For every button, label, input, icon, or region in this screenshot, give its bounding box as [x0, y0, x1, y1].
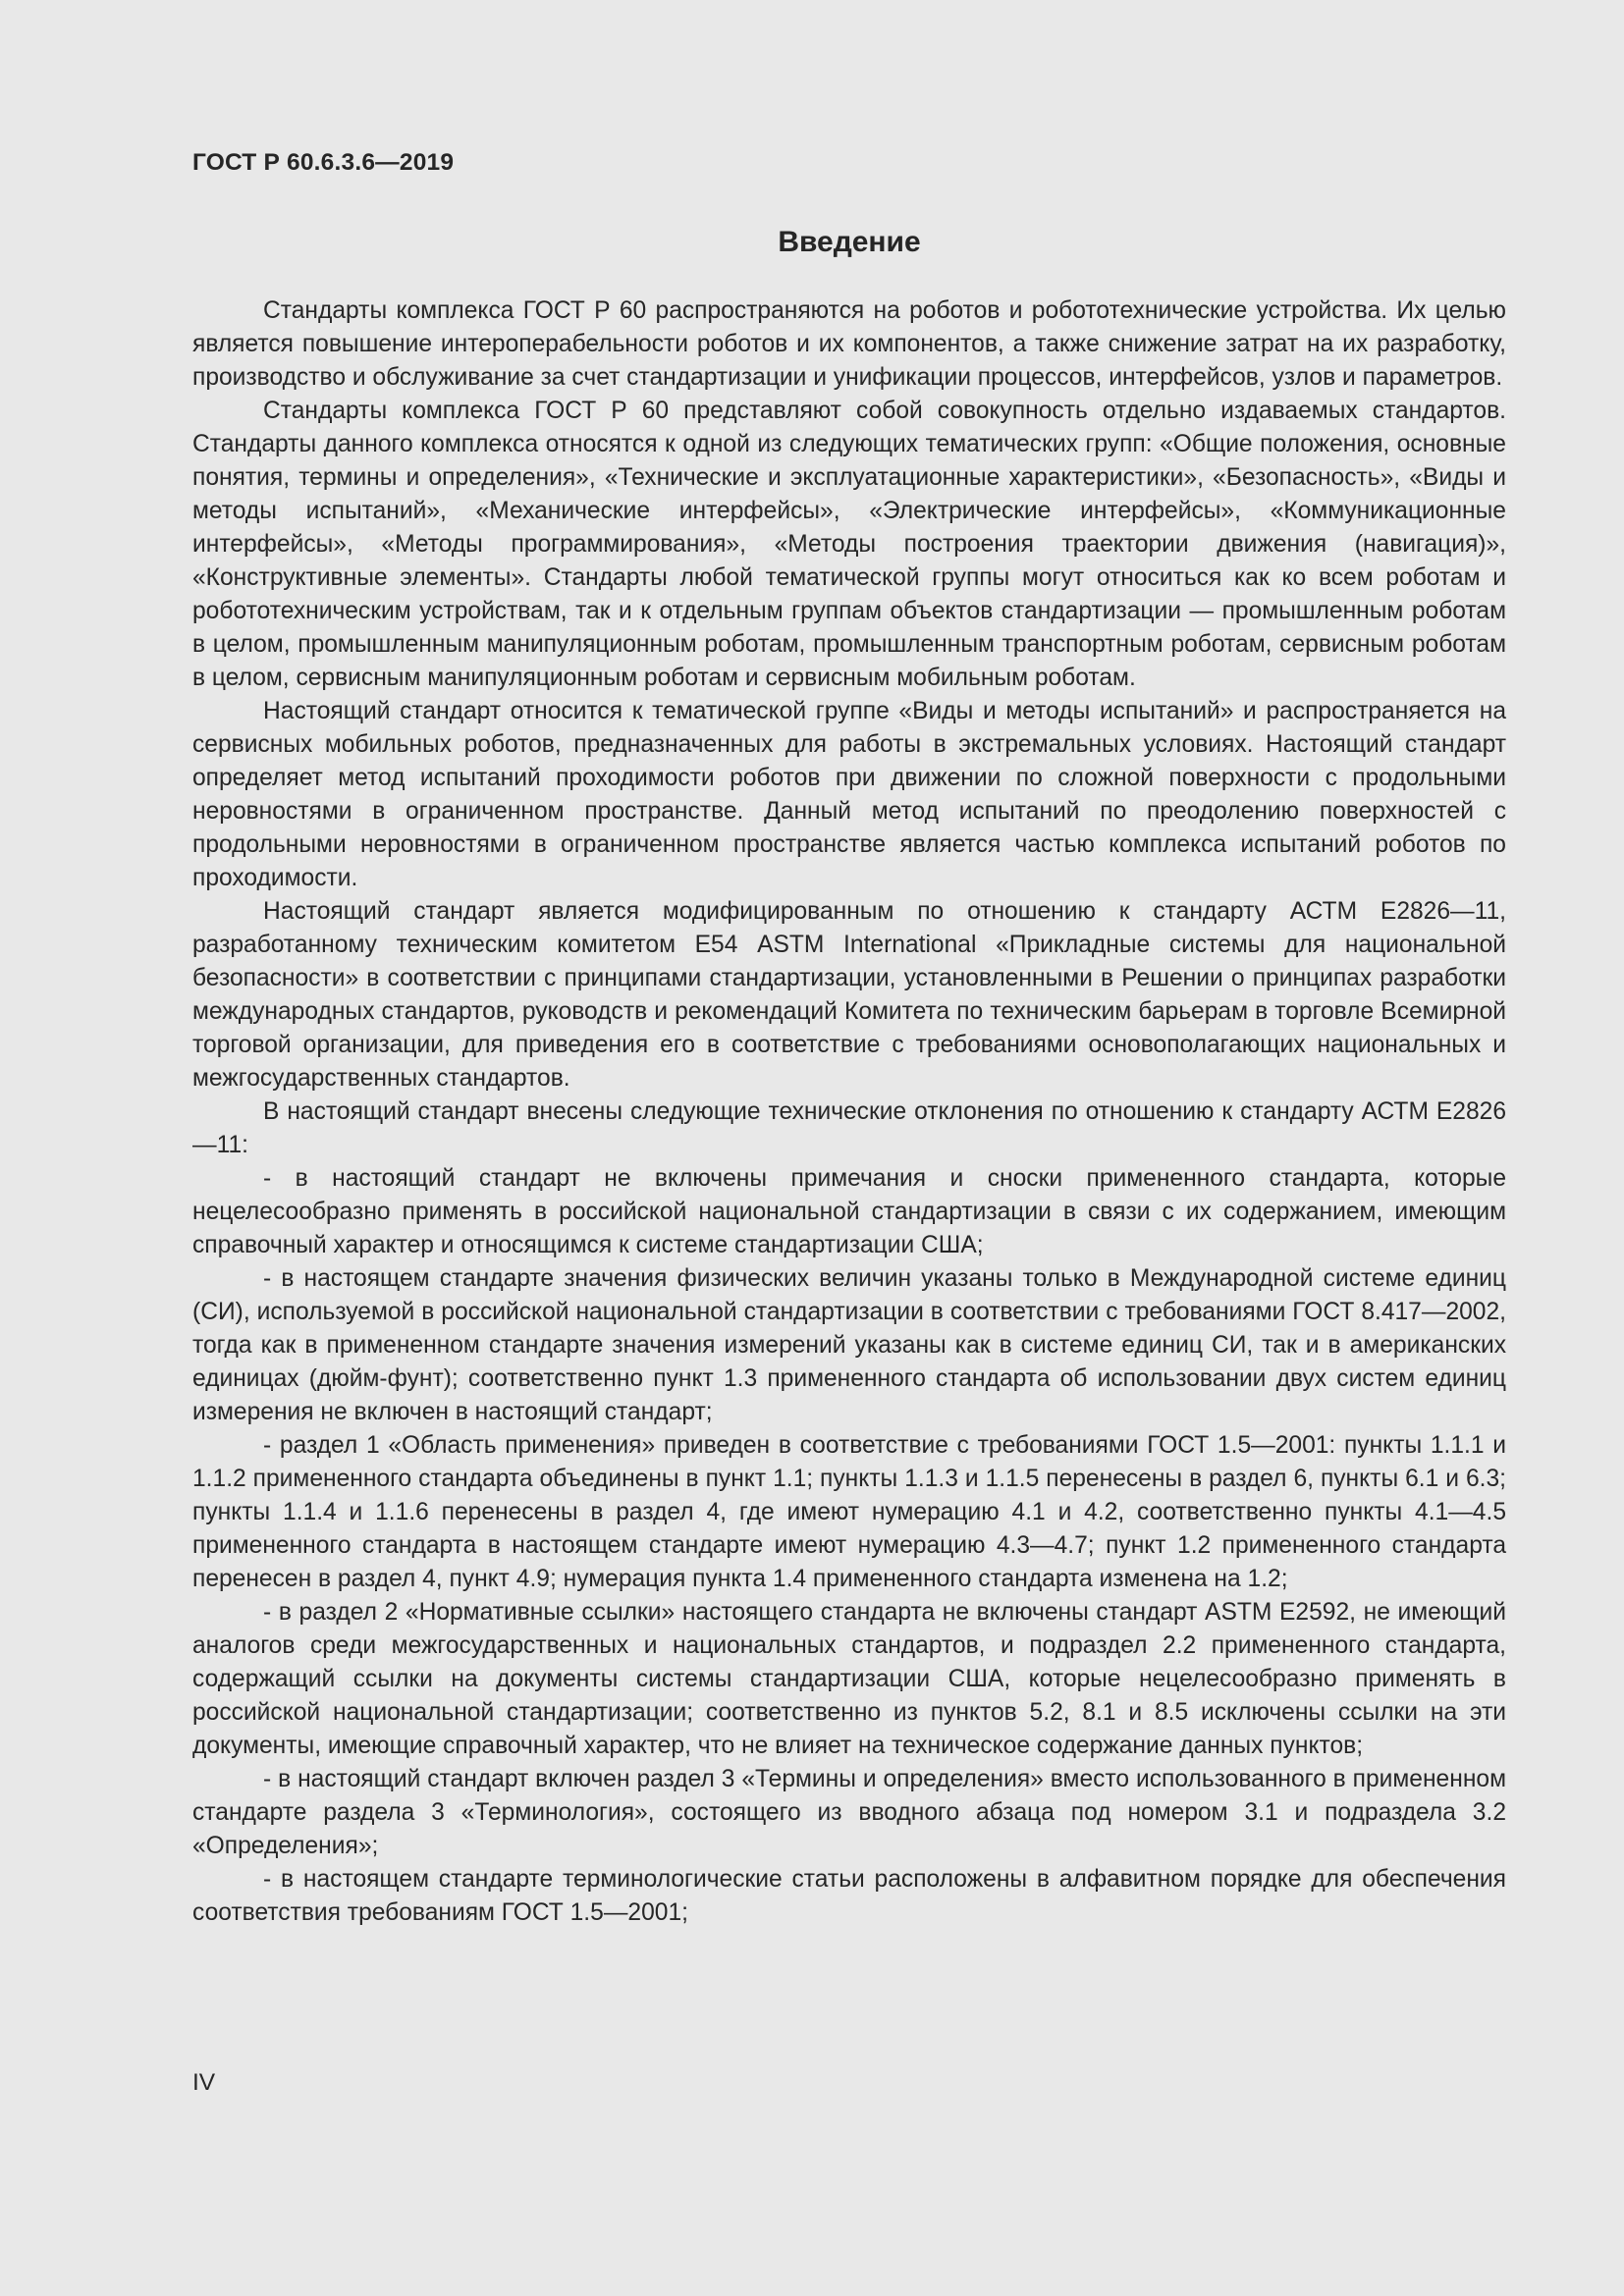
section-title: Введение — [778, 226, 921, 258]
page-number: IV — [192, 2069, 216, 2096]
list-item: - раздел 1 «Область применения» приведен в соответствие с требованиями ГОСТ 1.5—2001: пункты 1.1.1 и 1.1.2 примененного стандарта объединены в пункт 1.1; пункты 1.1.3 и 1.1.5 перенесены в раздел 6, пункты 6.1 и 6.3; пункты 1.1.4 и 1.1.6 перенесены в раздел 4, где имеют нумерацию 4.1 и 4.2, соответственно пункты 4.1—4.5 примененного стандарта в настоящем стандарте имеют нумерацию 4.3—4.7; пункт 1.2 примененного стандарта перенесен в раздел 4, пункт 4.9; нумерация пункта 1.4 примененного стандарта изменена на 1.2; — [192, 1432, 1506, 1592]
paragraph: В настоящий стандарт внесены следующие технические отклонения по отношению к стандарту АСТМ Е2826—11: — [192, 1098, 1506, 1158]
paragraph: Стандарты комплекса ГОСТ Р 60 распространяются на роботов и робототехнические устройства. Их целью является повышение интероперабельности роботов и их компонентов, а также снижение затрат на их разработку, производство и обслуживание за счет стандартизации и унификации процессов, интерфейсов, узлов и параметров. — [192, 297, 1506, 391]
list-item: - в настоящий стандарт включен раздел 3 «Термины и определения» вместо использованного в примененном стандарте раздела 3 «Терминология», состоящего из вводного абзаца под номером 3.1 и подраздела 3.2 «Определения»; — [192, 1766, 1506, 1859]
list-item: - в настоящий стандарт не включены примечания и сноски примененного стандарта, которые нецелесообразно применять в российской национальной стандартизации в связи с их содержанием, имеющим справочный характер и относящимся к системе стандартизации США; — [192, 1165, 1506, 1258]
document-code: ГОСТ Р 60.6.3.6—2019 — [192, 149, 455, 176]
body-text — [192, 294, 1506, 1930]
list-item: - в настоящем стандарте значения физических величин указаны только в Международной системе единиц (СИ), используемой в российской национальной стандартизации в соответствии с требованиями ГОСТ 8.417—2002, тогда как в примененном стандарте значения измерений указаны как в системе единиц СИ, так и в американских единицах (дюйм-фунт); соответственно пункт 1.3 примененного стандарта об использовании двух систем единиц измерения не включен в настоящий стандарт; — [192, 1265, 1506, 1425]
list-item: - в раздел 2 «Нормативные ссылки» настоящего стандарта не включены стандарт ASTM E2592, не имеющий аналогов среди межгосударственных и национальных стандартов, и подраздел 2.2 примененного стандарта, содержащий ссылки на документы системы стандартизации США, которые нецелесообразно применять в российской национальной стандартизации; соответственно из пунктов 5.2, 8.1 и 8.5 исключены ссылки на эти документы, имеющие справочный характер, что не влияет на техническое содержание данных пунктов; — [192, 1599, 1506, 1759]
list-item: - в настоящем стандарте терминологические статьи расположены в алфавитном порядке для обеспечения соответствия требованиям ГОСТ 1.5—2001; — [192, 1866, 1506, 1926]
paragraph: Стандарты комплекса ГОСТ Р 60 представляют собой совокупность отдельно издаваемых стандартов. Стандарты данного комплекса относятся к одной из следующих тематических групп: «Общие положения, основные понятия, термины и определения», «Технические и эксплуатационные характеристики», «Безопасность», «Виды и методы испытаний», «Механические интерфейсы», «Электрические интерфейсы», «Коммуникационные интерфейсы», «Методы программирования», «Методы построения траектории движения (навигация)», «Конструктивные элементы». Стандарты любой тематической группы могут относиться как ко всем роботам и робототехническим устройствам, так и к отдельным группам объектов стандартизации — промышленным роботам в целом, промышленным манипуляционным роботам, промышленным транспортным роботам, сервисным роботам в целом, сервисным манипуляционным роботам и сервисным мобильным роботам. — [192, 398, 1506, 691]
paragraph: Настоящий стандарт относится к тематической группе «Виды и методы испытаний» и распространяется на сервисных мобильных роботов, предназначенных для работы в экстремальных условиях. Настоящий стандарт определяет метод испытаний проходимости роботов при движении по сложной поверхности с продольными неровностями в ограниченном пространстве. Данный метод испытаний по преодолению поверхностей с продольными неровностями в ограниченном пространстве является частью комплекса испытаний роботов по проходимости. — [192, 698, 1506, 891]
paragraph: Настоящий стандарт является модифицированным по отношению к стандарту АСТМ Е2826—11, разработанному техническим комитетом Е54 ASTM International «Прикладные системы для национальной безопасности» в соответствии с принципами стандартизации, установленными в Решении о принципах разработки международных стандартов, руководств и рекомендаций Комитета по техническим барьерам в торговле Всемирной торговой организации, для приведения его в соответствие с требованиями основополагающих национальных и межгосударственных стандартов. — [192, 898, 1506, 1092]
